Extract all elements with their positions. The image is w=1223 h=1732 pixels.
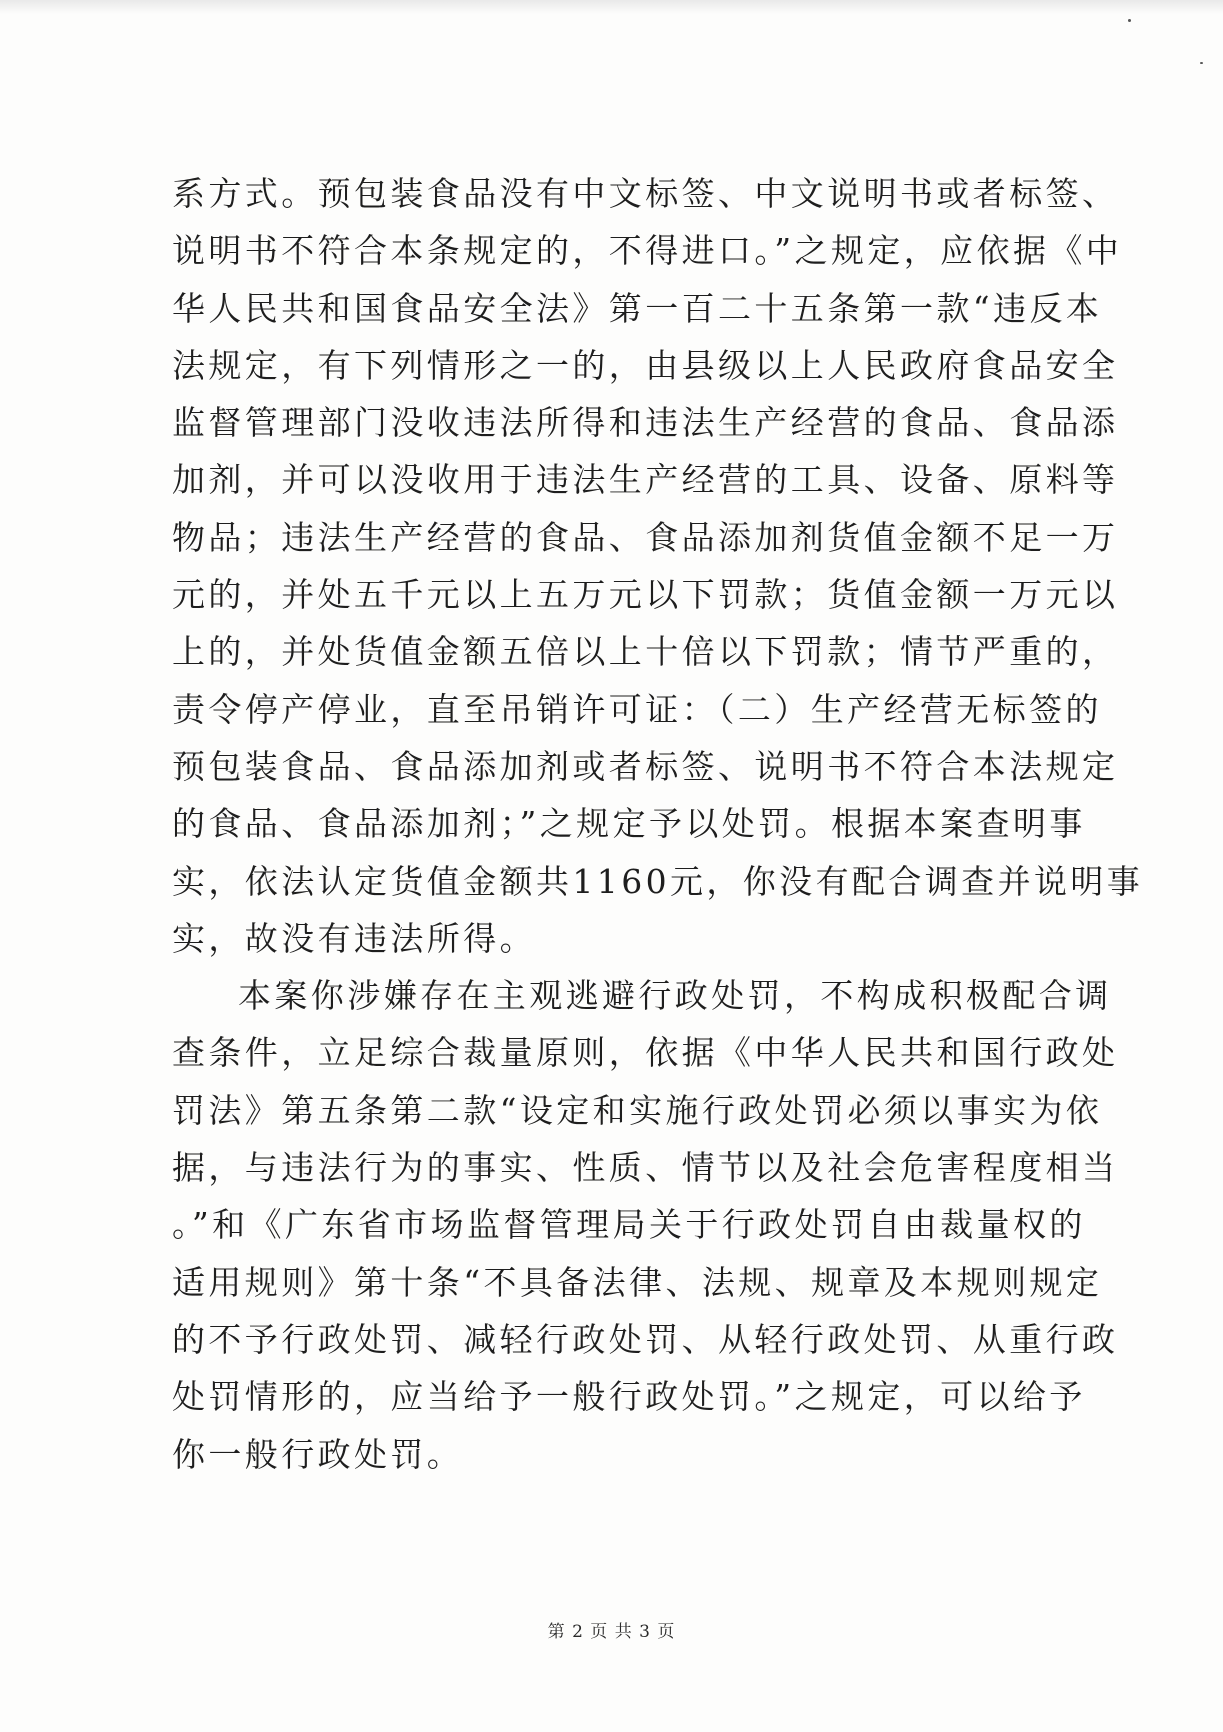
paragraph-1: [172, 165, 1144, 967]
text-line: 你一般行政处罚。: [172, 1434, 464, 1474]
text-line: 上的，并处货值金额五倍以上十倍以下罚款；情节严重的，: [172, 632, 1119, 672]
page-number: 第 2 页 共 3 页: [547, 1622, 676, 1642]
text-line: 监督管理部门没收违法所得和违法生产经营的食品、食品添: [172, 403, 1119, 443]
text-line: 实，故没有违法所得。: [172, 918, 536, 958]
text-line: 物品；违法生产经营的食品、食品添加剂货值金额不足一万: [172, 517, 1119, 557]
text-line: 查条件，立足综合裁量原则，依据《中华人民共和国行政处: [172, 1033, 1119, 1073]
text-line: 系方式。预包装食品没有中文标签、中文说明书或者标签、: [172, 174, 1119, 213]
text-line: 。”和《广东省市场监督管理局关于行政处罚自由裁量权的: [172, 1205, 1086, 1245]
text-line: 加剂，并可以没收用于违法生产经营的工具、设备、原料等: [172, 460, 1119, 500]
scan-speck: [1200, 62, 1203, 64]
paragraph-2: [172, 967, 1119, 1483]
text-line: 罚法》第五条第二款“设定和实施行政处罚必须以事实为依: [172, 1090, 1103, 1130]
text-line: 华人民共和国食品安全法》第一百二十五条第一款“违反本: [172, 288, 1103, 328]
text-line: 本案你涉嫌存在主观逃避行政处罚，不构成积极配合调: [238, 976, 1112, 1016]
text-line: 的不予行政处罚、减轻行政处罚、从轻行政处罚、从重行政: [172, 1319, 1119, 1359]
text-line: 的食品、食品添加剂；”之规定予以处罚。根据本案查明事: [172, 804, 1086, 844]
scan-speck: [1128, 19, 1131, 22]
text-line: 说明书不符合本条规定的，不得进口。”之规定，应依据《中: [172, 231, 1123, 271]
text-line: 处罚情形的，应当给予一般行政处罚。”之规定，可以给予: [172, 1377, 1086, 1417]
text-line: 元的，并处五千元以上五万元以下罚款；货值金额一万元以: [172, 575, 1119, 615]
text-line: 实，依法认定货值金额共1160元，你没有配合调查并说明事: [172, 861, 1144, 901]
scan-shadow: [0, 0, 1223, 14]
text-line: 适用规则》第十条“不具备法律、法规、规章及本规则规定: [172, 1262, 1103, 1302]
document-body: [172, 165, 1144, 1483]
text-line: 预包装食品、食品添加剂或者标签、说明书不符合本法规定: [172, 746, 1119, 786]
text-line: 法规定，有下列情形之一的，由县级以上人民政府食品安全: [172, 345, 1119, 385]
text-line: 据，与违法行为的事实、性质、情节以及社会危害程度相当: [172, 1148, 1119, 1188]
text-line: 责令停产停业，直至吊销许可证：（二）生产经营无标签的: [172, 689, 1102, 729]
